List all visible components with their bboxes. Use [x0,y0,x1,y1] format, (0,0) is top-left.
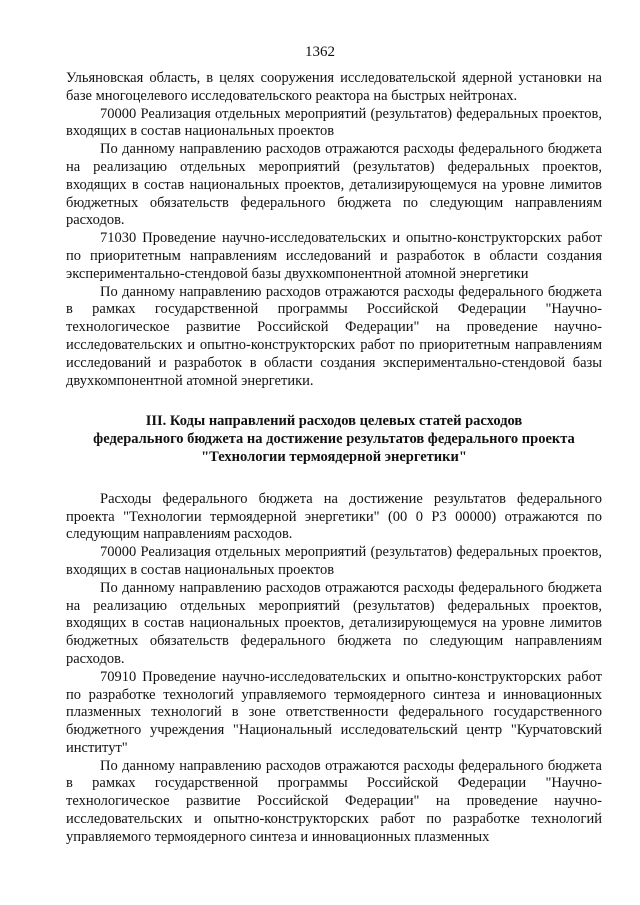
section-heading-line: III. Коды направлений расходов целевых статей расходов [145,413,523,430]
paragraph-code-70000: 70000 Реализация отдельных мероприятий (результатов) федеральных проектов, входящих в состав национальных проектов [66,105,602,140]
paragraph-description: По данному направлению расходов отражаются расходы федерального бюджета в рамках государственной программы Российской Федерации "Научно-технологическое развитие Российской Федерации" на проведение научно-исследовательских и опытно-конструкторских работ по разработке технологий управляемого термоядерного синтеза и инновационных плазменных [66,757,602,845]
paragraph-description: По данному направлению расходов отражаются расходы федерального бюджета на реализацию отдельных мероприятий (результатов) федеральных проектов, входящих в состав национальных проектов, детализирующемуся на уровне лимитов бюджетных обязательств федерального бюджета по следующим направлениям расходов. [66,579,602,667]
page-number: 1362 [305,44,335,60]
paragraph-description: По данному направлению расходов отражаются расходы федерального бюджета на реализацию отдельных мероприятий (результатов) федеральных проектов, входящих в состав национальных проектов, детализирующемуся на уровне лимитов бюджетных обязательств федерального бюджета по следующим направлениям расходов. [66,141,602,229]
section-heading-line: "Технологии термоядерной энергетики" [201,448,467,465]
paragraph-description: По данному направлению расходов отражаются расходы федерального бюджета в рамках государственной программы Российской Федерации "Научно-технологическое развитие Российской Федерации" на проведение научно-исследовательских и опытно-конструкторских работ по приоритетным направлениям исследований и разработок в области создания экспериментально-стендовой базы двухкомпонентной атомной энергетики. [66,283,602,389]
paragraph-intro: Расходы федерального бюджета на достижение результатов федерального проекта "Технологии термоядерной энергетики" (00 0 Р3 00000) отражаются по следующим направлениям расходов. [66,490,602,543]
document-body [66,70,602,847]
paragraph-continuation: Ульяновская область, в целях сооружения исследовательской ядерной установки на базе многоцелевого исследовательского реактора на быстрых нейтронах. [66,70,602,104]
paragraph-code-70000: 70000 Реализация отдельных мероприятий (результатов) федеральных проектов, входящих в состав национальных проектов [66,544,602,578]
paragraph-code-70910: 70910 Проведение научно-исследовательских и опытно-конструкторских работ по разработке технологий управляемого термоядерного синтеза и инновационных плазменных технологий в зоне ответственности федерального государственного бюджетного учреждения "Национальный исследовательский центр "Курчатовский институт" [66,668,602,756]
section-heading [66,413,602,466]
section-heading-line: федерального бюджета на достижение результатов федерального проекта [93,431,575,448]
paragraph-code-71030: 71030 Проведение научно-исследовательских и опытно-конструкторских работ по приоритетным направлениям исследований и разработок в области создания экспериментально-стендовой базы двухкомпонентной атомной энергетики [66,230,602,282]
